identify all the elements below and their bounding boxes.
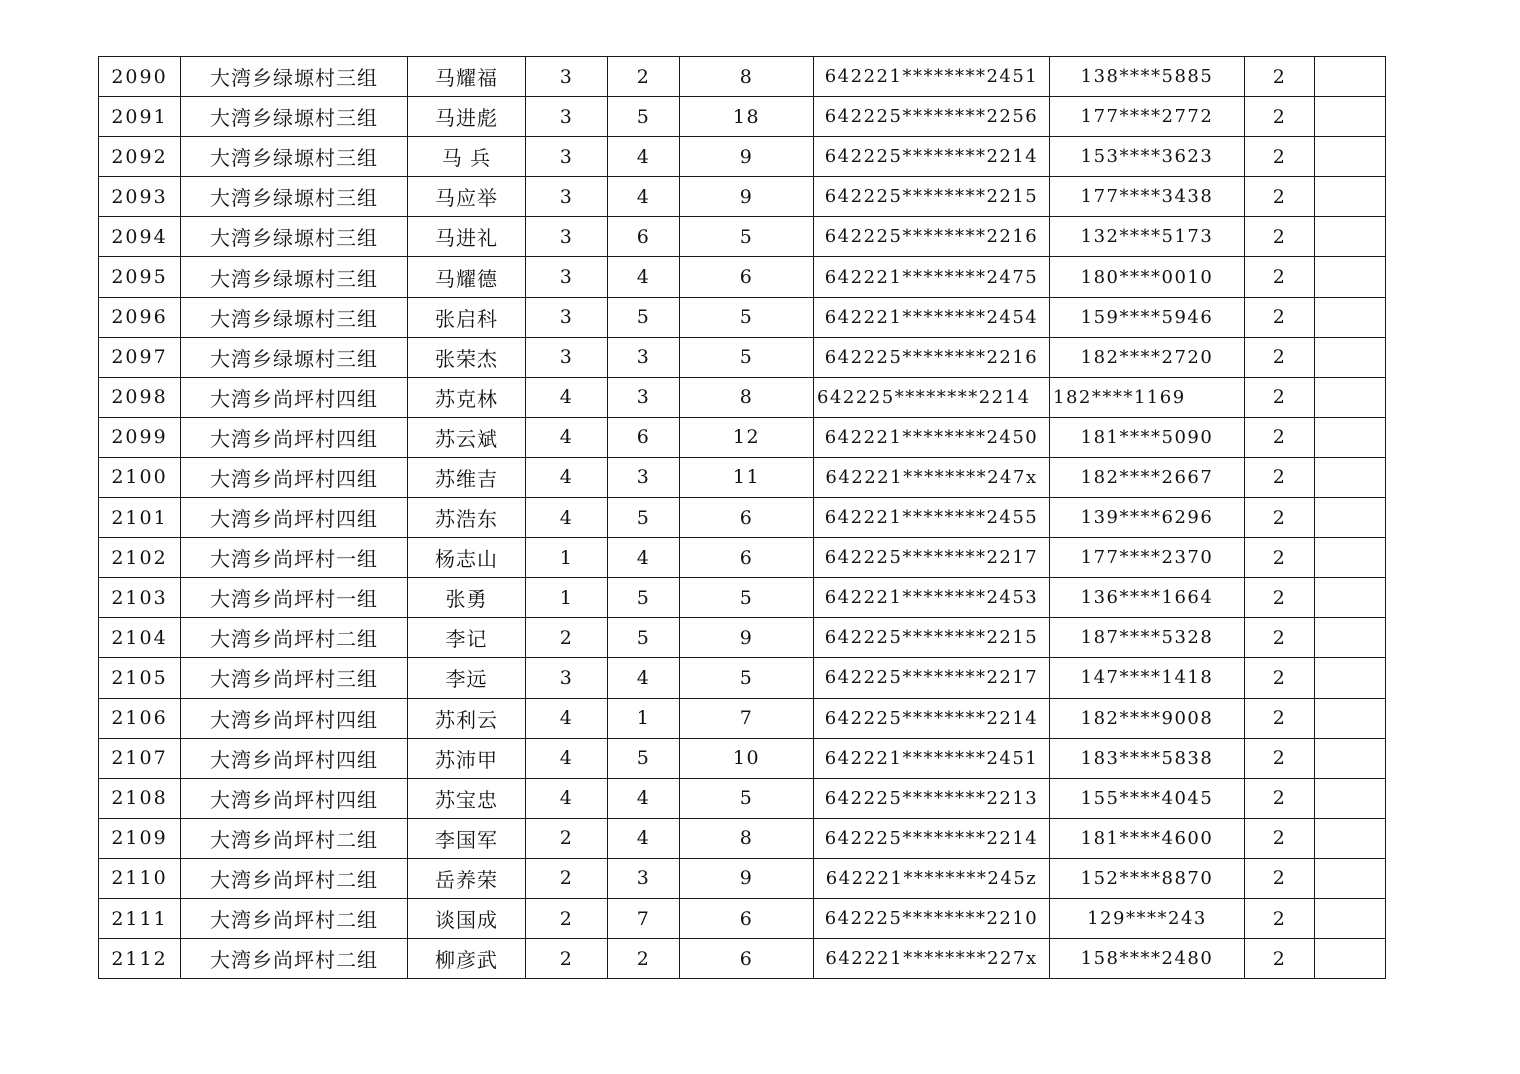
cell-name: 马耀福 xyxy=(408,57,526,97)
cell-group: 3 xyxy=(526,257,608,297)
cell-phone: 182****9008 xyxy=(1050,698,1245,738)
table-row xyxy=(99,137,1386,177)
cell-phone: 129****243 xyxy=(1050,898,1245,938)
cell-name: 马进彪 xyxy=(408,97,526,137)
cell-phone: 152****8870 xyxy=(1050,858,1245,898)
cell-group: 3 xyxy=(526,177,608,217)
cell-note xyxy=(1315,177,1386,217)
cell-id-number: 642221********2451 xyxy=(814,738,1050,778)
table-row xyxy=(99,337,1386,377)
cell-address: 大湾乡尚坪村二组 xyxy=(181,898,408,938)
cell-address: 大湾乡尚坪村四组 xyxy=(181,778,408,818)
table-row xyxy=(99,939,1386,979)
cell-count-c: 2 xyxy=(1245,698,1315,738)
cell-id-number: 642225********2216 xyxy=(814,217,1050,257)
cell-name: 张勇 xyxy=(408,578,526,618)
cell-name: 苏宝忠 xyxy=(408,778,526,818)
cell-count-c: 2 xyxy=(1245,898,1315,938)
cell-name: 马耀德 xyxy=(408,257,526,297)
cell-phone: 177****2772 xyxy=(1050,97,1245,137)
cell-id-number: 642221********2475 xyxy=(814,257,1050,297)
cell-count-a: 4 xyxy=(608,778,680,818)
cell-name: 马应举 xyxy=(408,177,526,217)
cell-id-number: 642225********2215 xyxy=(814,177,1050,217)
cell-count-a: 2 xyxy=(608,939,680,979)
cell-id-number: 642225********2217 xyxy=(814,538,1050,578)
cell-count-c: 2 xyxy=(1245,578,1315,618)
table-row xyxy=(99,498,1386,538)
table-row xyxy=(99,417,1386,457)
cell-count-a: 5 xyxy=(608,97,680,137)
cell-note xyxy=(1315,97,1386,137)
cell-count-c: 2 xyxy=(1245,257,1315,297)
cell-group: 3 xyxy=(526,658,608,698)
cell-group: 4 xyxy=(526,377,608,417)
table-row xyxy=(99,738,1386,778)
cell-serial-number: 2100 xyxy=(99,457,181,497)
cell-address: 大湾乡尚坪村一组 xyxy=(181,538,408,578)
cell-count-a: 5 xyxy=(608,578,680,618)
cell-phone: 155****4045 xyxy=(1050,778,1245,818)
cell-address: 大湾乡尚坪村四组 xyxy=(181,498,408,538)
cell-name: 李记 xyxy=(408,618,526,658)
cell-note xyxy=(1315,498,1386,538)
cell-note xyxy=(1315,618,1386,658)
cell-address: 大湾乡绿塬村三组 xyxy=(181,217,408,257)
cell-count-a: 1 xyxy=(608,698,680,738)
cell-note xyxy=(1315,578,1386,618)
cell-group: 2 xyxy=(526,898,608,938)
cell-phone: 136****1664 xyxy=(1050,578,1245,618)
cell-note xyxy=(1315,658,1386,698)
cell-group: 4 xyxy=(526,457,608,497)
cell-count-c: 2 xyxy=(1245,658,1315,698)
cell-count-c: 2 xyxy=(1245,858,1315,898)
cell-address: 大湾乡尚坪村四组 xyxy=(181,698,408,738)
table-row xyxy=(99,698,1386,738)
cell-id-number: 642221********227x xyxy=(814,939,1050,979)
cell-count-c: 2 xyxy=(1245,377,1315,417)
cell-count-b: 8 xyxy=(680,57,814,97)
table-row xyxy=(99,97,1386,137)
cell-count-a: 6 xyxy=(608,217,680,257)
cell-count-b: 6 xyxy=(680,939,814,979)
cell-name: 苏浩东 xyxy=(408,498,526,538)
cell-count-b: 5 xyxy=(680,337,814,377)
cell-serial-number: 2108 xyxy=(99,778,181,818)
cell-serial-number: 2109 xyxy=(99,818,181,858)
cell-name: 马进礼 xyxy=(408,217,526,257)
cell-serial-number: 2104 xyxy=(99,618,181,658)
cell-phone: 139****6296 xyxy=(1050,498,1245,538)
cell-count-a: 5 xyxy=(608,618,680,658)
cell-note xyxy=(1315,457,1386,497)
table-row xyxy=(99,217,1386,257)
cell-id-number: 642225********2214 xyxy=(814,137,1050,177)
cell-serial-number: 2101 xyxy=(99,498,181,538)
cell-group: 3 xyxy=(526,137,608,177)
cell-count-b: 9 xyxy=(680,858,814,898)
cell-count-a: 6 xyxy=(608,417,680,457)
cell-note xyxy=(1315,858,1386,898)
cell-name: 谈国成 xyxy=(408,898,526,938)
table-body xyxy=(99,57,1386,979)
cell-count-a: 3 xyxy=(608,377,680,417)
cell-serial-number: 2110 xyxy=(99,858,181,898)
table-row xyxy=(99,257,1386,297)
cell-group: 3 xyxy=(526,217,608,257)
cell-name: 苏利云 xyxy=(408,698,526,738)
cell-count-b: 5 xyxy=(680,297,814,337)
cell-id-number: 642221********245z xyxy=(814,858,1050,898)
cell-count-a: 2 xyxy=(608,57,680,97)
cell-address: 大湾乡绿塬村三组 xyxy=(181,57,408,97)
cell-count-a: 4 xyxy=(608,257,680,297)
cell-phone: 187****5328 xyxy=(1050,618,1245,658)
cell-phone: 182****2720 xyxy=(1050,337,1245,377)
cell-note xyxy=(1315,337,1386,377)
cell-count-b: 9 xyxy=(680,618,814,658)
cell-count-b: 10 xyxy=(680,738,814,778)
cell-serial-number: 2099 xyxy=(99,417,181,457)
cell-serial-number: 2095 xyxy=(99,257,181,297)
cell-name: 李远 xyxy=(408,658,526,698)
cell-count-b: 5 xyxy=(680,578,814,618)
cell-group: 3 xyxy=(526,97,608,137)
cell-note xyxy=(1315,257,1386,297)
cell-count-c: 2 xyxy=(1245,498,1315,538)
cell-note xyxy=(1315,538,1386,578)
cell-name: 苏云斌 xyxy=(408,417,526,457)
cell-note xyxy=(1315,698,1386,738)
cell-group: 2 xyxy=(526,618,608,658)
cell-address: 大湾乡尚坪村二组 xyxy=(181,858,408,898)
cell-phone: 177****2370 xyxy=(1050,538,1245,578)
cell-count-a: 3 xyxy=(608,337,680,377)
cell-count-c: 2 xyxy=(1245,538,1315,578)
cell-name: 苏沛甲 xyxy=(408,738,526,778)
cell-serial-number: 2105 xyxy=(99,658,181,698)
cell-group: 4 xyxy=(526,498,608,538)
cell-serial-number: 2111 xyxy=(99,898,181,938)
cell-count-b: 6 xyxy=(680,898,814,938)
cell-count-b: 8 xyxy=(680,818,814,858)
cell-group: 2 xyxy=(526,818,608,858)
table-row xyxy=(99,858,1386,898)
cell-count-b: 6 xyxy=(680,538,814,578)
cell-count-a: 4 xyxy=(608,818,680,858)
cell-address: 大湾乡尚坪村二组 xyxy=(181,818,408,858)
cell-id-number: 642225********2256 xyxy=(814,97,1050,137)
cell-count-b: 7 xyxy=(680,698,814,738)
table-row xyxy=(99,818,1386,858)
cell-count-c: 2 xyxy=(1245,217,1315,257)
cell-address: 大湾乡绿塬村三组 xyxy=(181,297,408,337)
cell-note xyxy=(1315,738,1386,778)
cell-count-c: 2 xyxy=(1245,137,1315,177)
cell-id-number: 642221********2451 xyxy=(814,57,1050,97)
cell-name: 张启科 xyxy=(408,297,526,337)
cell-count-a: 3 xyxy=(608,858,680,898)
cell-id-number: 642221********247x xyxy=(814,457,1050,497)
cell-id-number: 642221********2454 xyxy=(814,297,1050,337)
cell-group: 1 xyxy=(526,578,608,618)
cell-group: 3 xyxy=(526,57,608,97)
cell-count-b: 18 xyxy=(680,97,814,137)
table-row xyxy=(99,57,1386,97)
cell-count-c: 2 xyxy=(1245,778,1315,818)
cell-serial-number: 2092 xyxy=(99,137,181,177)
cell-address: 大湾乡尚坪村二组 xyxy=(181,618,408,658)
cell-phone: 147****1418 xyxy=(1050,658,1245,698)
cell-group: 4 xyxy=(526,698,608,738)
cell-group: 1 xyxy=(526,538,608,578)
cell-note xyxy=(1315,778,1386,818)
cell-note xyxy=(1315,297,1386,337)
cell-name: 张荣杰 xyxy=(408,337,526,377)
table-row xyxy=(99,618,1386,658)
cell-note xyxy=(1315,818,1386,858)
table-row xyxy=(99,457,1386,497)
cell-serial-number: 2097 xyxy=(99,337,181,377)
cell-note xyxy=(1315,217,1386,257)
cell-group: 3 xyxy=(526,297,608,337)
cell-phone: 181****4600 xyxy=(1050,818,1245,858)
cell-serial-number: 2098 xyxy=(99,377,181,417)
cell-count-b: 9 xyxy=(680,177,814,217)
cell-id-number: 642225********2214 xyxy=(814,818,1050,858)
cell-count-b: 12 xyxy=(680,417,814,457)
cell-address: 大湾乡尚坪村四组 xyxy=(181,417,408,457)
cell-count-a: 5 xyxy=(608,498,680,538)
cell-name: 苏维吉 xyxy=(408,457,526,497)
cell-count-b: 5 xyxy=(680,778,814,818)
cell-serial-number: 2107 xyxy=(99,738,181,778)
table-row xyxy=(99,658,1386,698)
cell-count-b: 11 xyxy=(680,457,814,497)
cell-count-c: 2 xyxy=(1245,57,1315,97)
cell-serial-number: 2094 xyxy=(99,217,181,257)
cell-count-b: 6 xyxy=(680,257,814,297)
cell-name: 柳彦武 xyxy=(408,939,526,979)
cell-address: 大湾乡尚坪村四组 xyxy=(181,738,408,778)
cell-note xyxy=(1315,898,1386,938)
cell-id-number: 642225********2213 xyxy=(814,778,1050,818)
cell-count-c: 2 xyxy=(1245,618,1315,658)
cell-group: 4 xyxy=(526,778,608,818)
cell-phone: 158****2480 xyxy=(1050,939,1245,979)
cell-count-b: 5 xyxy=(680,658,814,698)
cell-count-c: 2 xyxy=(1245,177,1315,217)
cell-serial-number: 2106 xyxy=(99,698,181,738)
cell-serial-number: 2096 xyxy=(99,297,181,337)
cell-group: 4 xyxy=(526,738,608,778)
table-row xyxy=(99,538,1386,578)
cell-name: 岳养荣 xyxy=(408,858,526,898)
cell-count-a: 4 xyxy=(608,658,680,698)
cell-address: 大湾乡绿塬村三组 xyxy=(181,257,408,297)
cell-address: 大湾乡绿塬村三组 xyxy=(181,137,408,177)
cell-count-b: 5 xyxy=(680,217,814,257)
table-row xyxy=(99,297,1386,337)
cell-count-b: 9 xyxy=(680,137,814,177)
cell-address: 大湾乡绿塬村三组 xyxy=(181,177,408,217)
cell-count-a: 4 xyxy=(608,137,680,177)
cell-count-c: 2 xyxy=(1245,818,1315,858)
cell-name: 李国军 xyxy=(408,818,526,858)
cell-group: 3 xyxy=(526,337,608,377)
cell-id-number: 642225********2210 xyxy=(814,898,1050,938)
cell-count-c: 2 xyxy=(1245,97,1315,137)
cell-serial-number: 2102 xyxy=(99,538,181,578)
cell-phone: 132****5173 xyxy=(1050,217,1245,257)
cell-count-b: 6 xyxy=(680,498,814,538)
cell-address: 大湾乡绿塬村三组 xyxy=(181,97,408,137)
cell-address: 大湾乡尚坪村二组 xyxy=(181,939,408,979)
cell-count-a: 4 xyxy=(608,177,680,217)
cell-name: 杨志山 xyxy=(408,538,526,578)
cell-phone: 181****5090 xyxy=(1050,417,1245,457)
cell-address: 大湾乡尚坪村四组 xyxy=(181,457,408,497)
cell-serial-number: 2103 xyxy=(99,578,181,618)
cell-serial-number: 2093 xyxy=(99,177,181,217)
cell-note xyxy=(1315,57,1386,97)
cell-note xyxy=(1315,137,1386,177)
cell-note xyxy=(1315,417,1386,457)
cell-phone: 153****3623 xyxy=(1050,137,1245,177)
cell-id-number: 642225********2214 xyxy=(814,698,1050,738)
cell-id-number: 642221********2453 xyxy=(814,578,1050,618)
cell-group: 2 xyxy=(526,939,608,979)
cell-address: 大湾乡尚坪村三组 xyxy=(181,658,408,698)
cell-count-a: 7 xyxy=(608,898,680,938)
data-table xyxy=(98,56,1386,979)
cell-id-number: 642225********2215 xyxy=(814,618,1050,658)
cell-count-c: 2 xyxy=(1245,337,1315,377)
cell-id-number: 642225********2217 xyxy=(814,658,1050,698)
cell-address: 大湾乡尚坪村四组 xyxy=(181,377,408,417)
cell-note xyxy=(1315,939,1386,979)
cell-phone: 138****5885 xyxy=(1050,57,1245,97)
table-row xyxy=(99,377,1386,417)
cell-count-c: 2 xyxy=(1245,457,1315,497)
cell-id-number: 642225********2214 xyxy=(814,377,1050,417)
cell-count-c: 2 xyxy=(1245,297,1315,337)
cell-count-c: 2 xyxy=(1245,738,1315,778)
cell-count-c: 2 xyxy=(1245,939,1315,979)
table-row xyxy=(99,898,1386,938)
cell-count-b: 8 xyxy=(680,377,814,417)
cell-count-c: 2 xyxy=(1245,417,1315,457)
cell-group: 2 xyxy=(526,858,608,898)
table-row xyxy=(99,578,1386,618)
cell-phone: 177****3438 xyxy=(1050,177,1245,217)
cell-serial-number: 2091 xyxy=(99,97,181,137)
cell-address: 大湾乡绿塬村三组 xyxy=(181,337,408,377)
cell-id-number: 642225********2216 xyxy=(814,337,1050,377)
cell-note xyxy=(1315,377,1386,417)
cell-count-a: 4 xyxy=(608,538,680,578)
cell-count-a: 5 xyxy=(608,738,680,778)
cell-phone: 182****2667 xyxy=(1050,457,1245,497)
cell-phone: 183****5838 xyxy=(1050,738,1245,778)
cell-address: 大湾乡尚坪村一组 xyxy=(181,578,408,618)
cell-serial-number: 2090 xyxy=(99,57,181,97)
cell-id-number: 642221********2455 xyxy=(814,498,1050,538)
cell-group: 4 xyxy=(526,417,608,457)
table-row xyxy=(99,177,1386,217)
cell-phone: 180****0010 xyxy=(1050,257,1245,297)
cell-count-a: 5 xyxy=(608,297,680,337)
cell-phone: 182****1169 xyxy=(1050,377,1245,417)
cell-phone: 159****5946 xyxy=(1050,297,1245,337)
cell-name: 马 兵 xyxy=(408,137,526,177)
table-row xyxy=(99,778,1386,818)
cell-count-a: 3 xyxy=(608,457,680,497)
cell-id-number: 642221********2450 xyxy=(814,417,1050,457)
cell-serial-number: 2112 xyxy=(99,939,181,979)
cell-name: 苏克林 xyxy=(408,377,526,417)
